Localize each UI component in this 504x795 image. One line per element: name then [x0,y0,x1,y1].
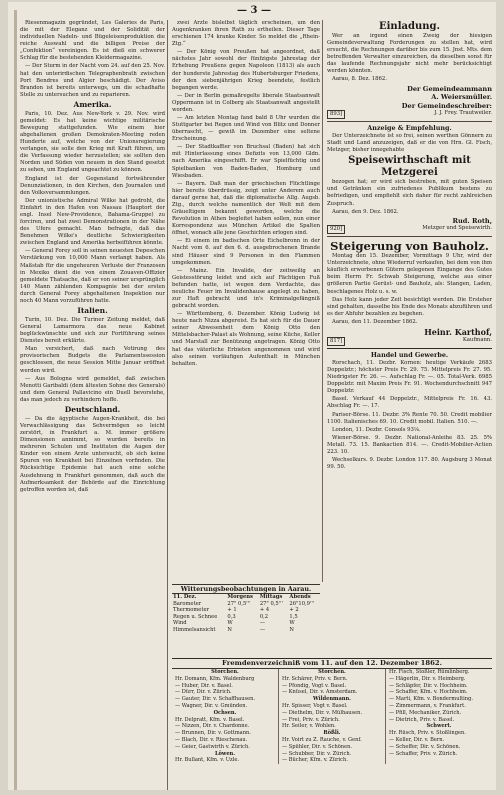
weather-row [172,607,320,614]
guest-entry: — Blach, Dir. v. Rieschenau. [175,736,248,743]
guest-entry: Hr. Spisser, Vogt v. Basel. [282,702,348,709]
weather-cell: 1,5 [289,613,298,620]
ad-text: Basel. Verkauf 44 Doppelztr., Mittelpreis Fr. 16. 43. Abschlag Fr. —. 17. [327,396,492,410]
ad-text: Wechselkurs. 9. Dezbr. London 117. 80. Augsburg 3 Monat 99. 50. [327,456,492,471]
ad-number: 893] [327,110,345,119]
weather-cell: Wind [173,620,187,627]
guest-entry: — Pfondig, Vogt v. Basel. [282,682,347,689]
hotel-name: Storchen. [318,669,346,675]
ad-footer [327,337,492,346]
hotel-name: Löwen. [214,750,236,757]
ad-title: Einladung. [379,21,440,32]
arrivals-column [386,669,492,764]
arrivals-columns [172,669,492,764]
section-heading: Amerika. [73,99,112,109]
guest-entry: — Schläpfer, Dir. v. Hochheim. [389,682,468,689]
article-paragraph: — Aus Bologna wird gemeldet, daß zwischen Menotti Garibaldi (dem ältesten Sohne des Generals) und dem General Pallavicino ein Duell bevorstehe, das man jedoch zu verhindern hoffe. [20,375,165,403]
guest-entry: — Brunnen, Dir. v. Gottmann. [175,730,251,737]
guest-entry: — Wagner, Dir. v. Gmünden. [175,702,248,709]
article-paragraph: — Der Stadtkaffier von Bruchsal (Baden) hat sich mit Hinterlassung eines Defizits von 13,000 Gldn. nach Amerika eingeschifft. Er war Spielfüchtig und Spielbanken von Baden-Baden, Homburg und Wiesbaden. [172,144,320,179]
guest-entry: Hr. Rüsch, Priv. v. Stoßlingen. [389,730,466,737]
guest-entry: Hr. Domann, Kfm. Waldenburg [175,675,255,682]
arrivals-column [279,669,386,764]
hotel-name: Storchen. [211,669,239,675]
hotel-name: Schwert. [426,723,452,730]
arrivals-list [172,658,492,790]
guest-entry: Hr. Fisch, Stoßler, Rümlinberg. [389,669,470,675]
ad-text: London, 11. Dezbr. Consols 93⅛. [332,426,421,433]
ad-text: bezogen hat; er wird sich bestreben, mit guten Speisen und Getränken ein zufriedenes Publikum bestens zu befriedigen, und empfiehlt sich daher für recht zahlreichen Zuspruch. [327,179,492,207]
ad-text: Das Holz kann jeder Zeit besichtigt werden. Die Ersteher sind gehalten, dasselbe bis Ende des Monats abzuführen und es der Abfuhr bezahlen zu begehen. [327,296,492,317]
guest-entry: — Scheffer, Dir. v. Schönen. [389,743,461,750]
ad-divider [327,236,492,237]
ad-text: Der Unterzeichnete ist so frei, seinen werthen Gönnern zu Stadt und Land anzuzeigen, daß er die von Hrn. Gl. Fisch, Metzger, bisher innegehabte [327,133,492,154]
weather-row [172,601,320,608]
guest-entry: — Hägerlin, Dir. v. Heimberg. [389,675,466,682]
guest-entry: Hr. Seiler, v. Wohlen. [282,723,336,730]
ad-subheading: Anzeige & Empfehlung. [367,124,452,133]
guest-entry: — Spühler, Dir. v. Schönen. [282,743,353,750]
arrivals-column [172,669,279,764]
article-paragraph: Man versichert, daß nach Votirung des provisorischen Budgets die Parlamentssession geschlossen, die neue Session Mitte Januar eröffnet werden wird. [20,346,165,374]
ad-signature: Rud. Roth, [452,216,492,225]
arrivals-title: Fremdenverzeichniß vom 11. auf den 12. Dezember 1862. [172,658,492,669]
weather-cell: W [227,620,233,627]
ad-text: Rorschach, 11. Dezbr. Kornen: heutige Verkäufe 2683 Doppelztr.; höchster Preis Fr. 29. 75. Mittelpreis Fr. 27. 95. Niedrigster Fr. 26. —. Aufschlag Fr. —. 05. Total-Verk. 6985 Doppelztr. mit Maxim Preis Fr. 91. Wochendurchschnitt 947 Doppelztr. [327,359,492,395]
article-paragraph: — Mainz. Ein Invalide, der zeitweilig an Geistesstörung leidet und sich auf Fächtigen Fuß befunden hatte, ist wegen dem Verdachte, das neuliche Feuer im Invalidenhause angelegt zu haben, zur Haft gebracht und in's Kriminalgefängniß gebracht worden. [172,267,320,310]
article-paragraph: zwei Ärzte bisleibst täglich erscheinen, um den Augenkranken ihren Rath zu ertheilen. Dieser Tage erschienen 174 kranke Kinder. So meldet die „Rhein-Ztg.“ [172,20,320,48]
guest-entry: — Frei, Priv. v. Zürich. [282,716,340,723]
ad-text: Pariser-Börse. 11. Dezbr. 3% Rente 70. 50. Credit mobilier 1100. Italienisches 69. 10. Credit mobil. Italien. 510. —. [327,411,492,425]
ad-signature: Heinr. Karthof, [424,326,492,337]
weather-cell: Regen u. Schnee [173,613,218,620]
ad-text: Wer an irgend einen Zweig der hiesigen Gemeindeverwaltung Forderungen zu stellen hat, wird ersucht, die Rechnungen darüber bis zum 15. Jnst. Mts. dem betreffenden Verwalter einzureichen, da dieselben sonst für das laufende Rechnungsjahr nicht mehr berücksichtigt werden könnten. [327,33,492,75]
article-paragraph: — Der Sturm in der Nacht vom 24. auf den 25. Nov. hat den unterirdischen Telegraphenbrath zwischen Port Bendres und Algier beschädigt. Der Aviso Brandon ist bereits unterwegs, um die schadhafte Stelle zu untersuchen und zu reparieren. [20,63,165,98]
page-number: — 3 — [237,5,271,16]
weather-grid [172,594,320,634]
guest-entry: — Pfill, Mechaniker, Zürich. [389,709,462,716]
guest-entry: — Geier, Gastwirth v. Zürich. [175,743,250,750]
ad-footer [327,110,492,119]
guest-entry: — Nizzen, Dir. v. Chardonne. [175,723,250,730]
section-heading: Deutschland. [64,404,121,414]
newspaper-page [8,2,496,790]
weather-row [172,627,320,634]
guest-entry: — Zimmermann, v. Frankfurt. [389,702,466,709]
ad-signature: A. Weiersmüller. [431,93,492,102]
guest-entry: Hr. Schärer, Priv. v. Bern. [282,675,348,682]
news-column-left [20,20,165,790]
weather-cell: 27" 0,5''' [259,600,283,607]
hotel-name: Ochsen. [213,709,237,716]
guest-entry: Hr. Voirt zu Z. Rauche, v. Genf. [282,736,362,743]
guest-entry: — Dietrich, Priv. v. Basel. [389,716,455,723]
guest-entry: — Gauter, Dir. v. Schaffhausen. [175,696,256,703]
weather-cell: N [227,626,232,633]
weather-title: Witterungsbeobachtungen in Aarau. [172,584,320,594]
ad-text: Aarau, den 11. Dezember 1862. [332,318,418,325]
weather-header-cell: Abends [289,594,311,600]
weather-cell: 27" 0,5''' [227,600,251,607]
column-rule [167,20,168,790]
guest-entry: — Diethelm, Dir. v. Mülhausen. [282,709,363,716]
news-column-middle [172,20,320,582]
ad-signature: Metzger und Speisewirth. [422,225,492,232]
weather-cell: Barometer [173,600,202,607]
advertisement-column [327,20,492,582]
ad-divider [327,121,492,122]
guest-entry: Hr. Delpratt, Kfm. v. Basel. [175,716,245,723]
ad-signature: Der Gemeindeammann [407,84,492,93]
guest-entry: — Knüsel, Dir. v. Amsterdam. [282,689,358,696]
weather-table [172,584,320,634]
ad-text: Wiener-Börse. 9. Dezbr. National-Anleihe 83. 25. 5% Metall. 73. 15. Bankactien 814. —. Credit-Mobilier-Actien 223. 10. [327,434,492,455]
weather-header-cell: 11. Dez. [173,594,197,600]
weather-cell: + 2 [289,607,299,614]
column-rule [322,20,323,582]
article-paragraph: — Am letzten Montag fand bald 8 Uhr wurden die Stuttgarter bei Regen und Wind von Blitz und Donner überrascht, — gewiß im Dezember eine seltene Erscheinung. [172,115,320,143]
guest-entry: — Schaffer, Priv. v. Zürich. [389,750,458,757]
ad-signature: J. J. Frey. Trautweiler. [434,110,492,117]
ad-title: Speisewirthschaft mit Metzgerei [348,155,471,179]
weather-cell: + 1 [227,607,237,614]
article-paragraph: — Der König von Preußen hat angeordnet, daß nächstes Jahr sowohl der fünfzigste Jahrestag der Erhebung Preußens gegen Napoleon (1813) als auch der hunderste Jahrestag des Hubertsburger Friedens, der den siebenjährigen Krieg beendete, festlich begangen werde. [172,49,320,91]
article-paragraph: Turin, 10. Dez. Die Turiner Zeitung meldet, daß General Lamarmora das neue Kabinet beglückwünschte und sich zur Fortführung seines Dienstes bereit erklärte. [20,316,165,345]
guest-entry: — Dürr, Dir. v. Zürich. [175,689,232,696]
article-paragraph: — Ei einem im badischen Orte Eichelbronn in der Nacht vom 6. auf den 6. d. ausgebrochenen Brande sind Häuser sind 9 Personen in den Flammen umgekommen. [172,238,320,266]
article-paragraph: Riesenmagazin gegründet, Les Galeries de Paris, die mit der Eleganz und der Solidität der individuellen Nadeln- und Bügeleisenproduktion die reiche Auswahl und die billigen Preise der „Confektion“ vereinigen. Es ist dieß ein schwerer Schlag für die bestehenden Kleidermagazine. [20,20,165,62]
weather-cell: W [289,620,295,627]
ad-divider [327,348,492,349]
article-paragraph: — Der in Berlin gemaßregelte liberale Staatsanwalt Oppermann ist in Colberg als Staatsanwalt angestellt worden. [172,92,320,113]
article-paragraph: Der unionistische Admiral Wilke hat gedroht, die Einfahrt in den Hafen von Nassau (Hauptort der engl. Insel New-Providence, Bahama-Gruppe) zu forciren, und hat zwei Demonstrationen in der Nähe des Ufers gemacht. Man befragte, daß das Benehmen Wilke's deutliche Schwierigkeiten zwischen England und Amerika herbeiführen könnte. [20,197,165,247]
guest-entry: — Bücher, Kfm. v. Zürich. [282,757,348,764]
guest-entry: — Schaffer, Kfm. v. Hochheim. [389,689,468,696]
hotel-name: Rößli. [323,730,341,737]
weather-cell: — [259,620,266,627]
weather-header-cell: Morgens [227,594,253,600]
binding-edge [14,10,17,790]
article-paragraph: — Württemberg, 6. Dezember. König Ludwig ist heute nach Nizza abgereist. Es hat sich für die Dauer seiner Abwesenheit dem König Otto den Mittelsbacher-Palast als Wohnung, seine Küche, Keller und Marstall zur Benützung angetragen. König Otto hat das väterliche Erbieten angenommen und wird also seinen vorläufigen Aufenthalt in München behalten. [172,311,320,367]
weather-cell: Thermometer [173,607,210,614]
weather-cell: — [259,626,266,633]
article-paragraph: England ist der Gegenstand fortwährender Denunziationen, in den Kirchen, den Journalen und den Volksversammlungen. [20,175,165,196]
weather-header-cell: Mittags [259,594,283,600]
article-paragraph: — General Forey soll in seinen neuesten Depeschen Verstärkung von 10,000 Mann verlangt haben. Als Maßstab für die ungeheuren Verluste der Franzosen in Mexiko dient die von einem Zouaven-Offizier gemeldete Thatsache, daß er von seiner ursprünglich 140 Mann zählenden Kompagnie bei der ersten durch General Forey abgehaltenen Inspektion nur noch 40 Mann vorzuführen hatte. [20,248,165,304]
weather-row [172,620,320,627]
ad-signature: Kaufmann. [462,336,492,343]
ad-footer [327,225,492,234]
weather-header-row [172,594,320,601]
guest-entry: — Marti, Kfm. v. Bondermulting. [389,696,473,703]
weather-cell: N [289,626,294,633]
guest-entry: — Keller, Dir. v. Bern. [389,736,445,743]
ad-title: Steigerung von Bauholz. [330,239,489,254]
guest-entry: — Schubber, Dir. v. Zürich. [282,750,352,757]
weather-cell: + 4 [259,607,270,614]
article-paragraph: — Da die ägyptische Augen-Krankheit, die bei Verwachlässigung das Sehvermögen so leicht zerstört, in Frankfurt a. M. immer größere Dimensionen annimmt, so wurden bereits in mehreren Schulen und Instituten die Augen der Kinder von einem Arzte untersucht, ob sich keine Spuren von Krankheit bei Einzelnen vorfinden. Die Rücksichtige Epidemie hat auch eine solche Ausdehnung in Frankfurt genommen, daß auch die Aufmerksamkeit der Behörde auf die Einrichtung getroffen worden ist, daß [20,415,165,493]
ad-number: 920] [327,225,345,234]
guest-entry: — Huber, Dir. v. Basel. [175,682,233,689]
ad-text: Aarau, den 9. Dez. 1862. [332,208,399,215]
ad-signature: Der Gemeindeschreiber: [401,101,492,110]
ad-subheading: Handel und Gewerbe. [370,350,449,359]
ad-text: Aarau, 8. Dez. 1862. [332,76,387,83]
weather-cell: 0,3 [227,613,236,620]
ad-text: Montag den 15. Dezember, Vormittags 9 Uhr, wird der Unterzeichnete, ohne Wiederruf verkaufen, bei dem von ihm käuflich erworbenen Gütern gelegenen Eingange des Gutes beim Herrn Fr. Schwab Steigerung, welche aus einer größeren Partie Gerüst- und Bauholz, als: Stangen, Laden, beschlagenes Holz u. s. w. [327,253,492,295]
article-paragraph: Paris, 10. Dez. Aus New-York v. 29. Nov. wird gemeldet: Es hat keine wichtige militärische Bewegung stattgefunden. Wie einem hier abgehaltenen großen Demokraten-Meeting reden Hunderte auf, welche von der Unionsregierung verlangen, sie solle den Krieg mit Kraft führen, um die Verfassung wieder herzustellen; sie sollten den Norden und Süden von neuem in den Stand gesetzt zu sehen, um England ungeachtet zu können. [20,110,165,174]
hotel-name: Wildenmann. [313,696,351,703]
weather-cell: Himmelsansicht [173,626,216,633]
ad-number: 817] [327,337,345,346]
section-heading: Italien. [77,305,108,315]
guest-entry: Hr. Bullant, Kfm. v. Uzle. [175,757,239,764]
weather-row [172,614,320,621]
article-paragraph: — Bayern. Daß man der griechischen Flüchtlinge hier bereits überdrüssig, zeigt unter Anderem auch darauf gerne hat, daß die diplomatische Allg. Augsb. Ztg., durch welche namentlich der Welt mit dem Gräueltigem bekannt geworden, welche die Revolution in Athen begleitet haben sollen, nun einer Korrespondenz aus München Artikel die Spalten öffnet, wonach alle jene Geschichten erlogen sind. [172,180,320,237]
weather-cell: 0,2 [259,613,269,620]
weather-cell: 26"10,9''' [289,600,315,607]
